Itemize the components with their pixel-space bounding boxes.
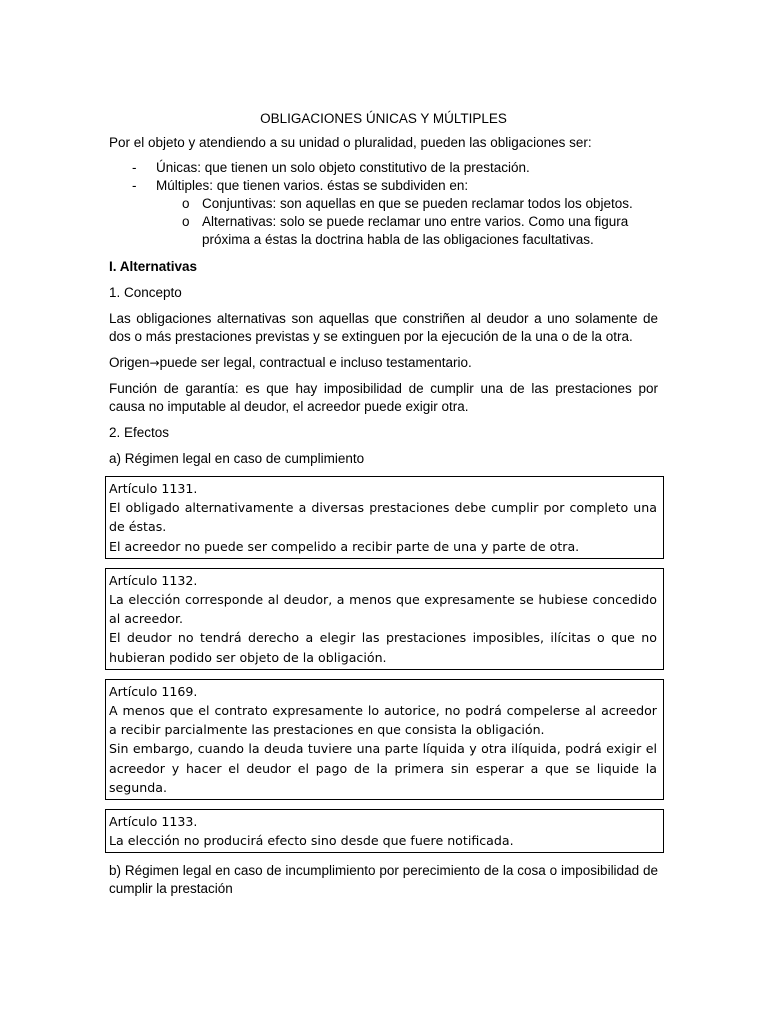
- origin-text: puede ser legal, contractual e incluso testamentario.: [159, 355, 472, 370]
- circle-bullet: o: [182, 214, 190, 229]
- sublist-item-conjuntivas: [156, 195, 658, 213]
- list-item-text: Múltiples: que tienen varios. éstas se subdividen en:: [156, 178, 469, 193]
- concept-heading: 1. Concepto: [109, 285, 182, 300]
- section-heading: I. Alternativas: [109, 259, 198, 274]
- effects-heading: 2. Efectos: [109, 425, 170, 440]
- right-arrow-icon: →: [149, 356, 160, 370]
- regime-a-heading: a) Régimen legal en caso de cumplimiento: [109, 451, 365, 466]
- article-box-1131: [105, 476, 664, 559]
- origin-paragraph: [109, 354, 658, 372]
- regime-b-heading: b) Régimen legal en caso de incumplimiento por perecimiento de la cosa o imposibilidad de cumplir la prestación: [109, 863, 658, 897]
- article-paragraph: El deudor no tendrá derecho a elegir las prestaciones imposibles, ilícitas o que no hubieran podido ser objeto de la obligación.: [109, 630, 657, 665]
- article-title: Artículo 1131.: [109, 481, 198, 496]
- sublist-item-alternativas: [156, 213, 658, 249]
- concept-paragraph: Las obligaciones alternativas son aquellas que constriñen al deudor a uno solamente de dos o más prestaciones previstas y se extinguen por la ejecución de la una o de la otra.: [109, 311, 658, 344]
- list-item-multiples: [109, 177, 658, 249]
- origin-label: Origen: [109, 355, 150, 370]
- article-paragraph: La elección corresponde al deudor, a menos que expresamente se hubiese concedido al acreedor.: [109, 592, 657, 627]
- article-box-1133: [105, 809, 664, 853]
- dash-bullet: -: [132, 160, 137, 175]
- list-item-unicas: [109, 159, 658, 177]
- article-title: Artículo 1133.: [109, 814, 198, 830]
- article-title: Artículo 1132.: [109, 572, 198, 588]
- article-title: Artículo 1169.: [109, 683, 198, 699]
- intro-paragraph: Por el objeto y atendiendo a su unidad o pluralidad, pueden las obligaciones ser:: [109, 135, 592, 150]
- article-paragraph: El acreedor no puede ser compelido a recibir parte de una y parte de otra.: [109, 538, 580, 554]
- obligation-types-list: [109, 159, 658, 249]
- article-paragraph: Sin embargo, cuando la deuda tuviere una parte líquida y otra ilíquida, podrá exigir el acreedor y hacer el deudor el pago de la primera sin esperar a que se liquide la segunda.: [109, 741, 657, 795]
- article-box-1169: [105, 679, 664, 800]
- document-content: [109, 110, 658, 898]
- dash-bullet: -: [132, 178, 137, 193]
- list-item-text: Únicas: que tienen un solo objeto constitutivo de la prestación.: [156, 160, 530, 175]
- guarantee-function-paragraph: Función de garantía: es que hay imposibilidad de cumplir una de las prestaciones por causa no imputable al deudor, el acreedor puede exigir otra.: [109, 381, 658, 414]
- circle-bullet: o: [182, 196, 190, 211]
- document-title: OBLIGACIONES ÚNICAS Y MÚLTIPLES: [260, 111, 507, 126]
- article-box-1132: [105, 568, 664, 670]
- article-paragraph: La elección no producirá efecto sino desde que fuere notificada.: [109, 833, 514, 849]
- sublist-item-text: Alternativas: solo se puede reclamar uno entre varios. Como una figura próxima a éstas la doctrina habla de las obligaciones facultativas.: [202, 214, 629, 247]
- article-paragraph: El obligado alternativamente a diversas prestaciones debe cumplir por completo una de éstas.: [109, 500, 657, 535]
- multiples-sublist: [156, 195, 658, 249]
- sublist-item-text: Conjuntivas: son aquellas en que se pueden reclamar todos los objetos.: [202, 196, 633, 211]
- article-paragraph: A menos que el contrato expresamente lo autorice, no podrá compelerse al acreedor a recibir parcialmente las prestaciones en que consista la obligación.: [109, 703, 657, 738]
